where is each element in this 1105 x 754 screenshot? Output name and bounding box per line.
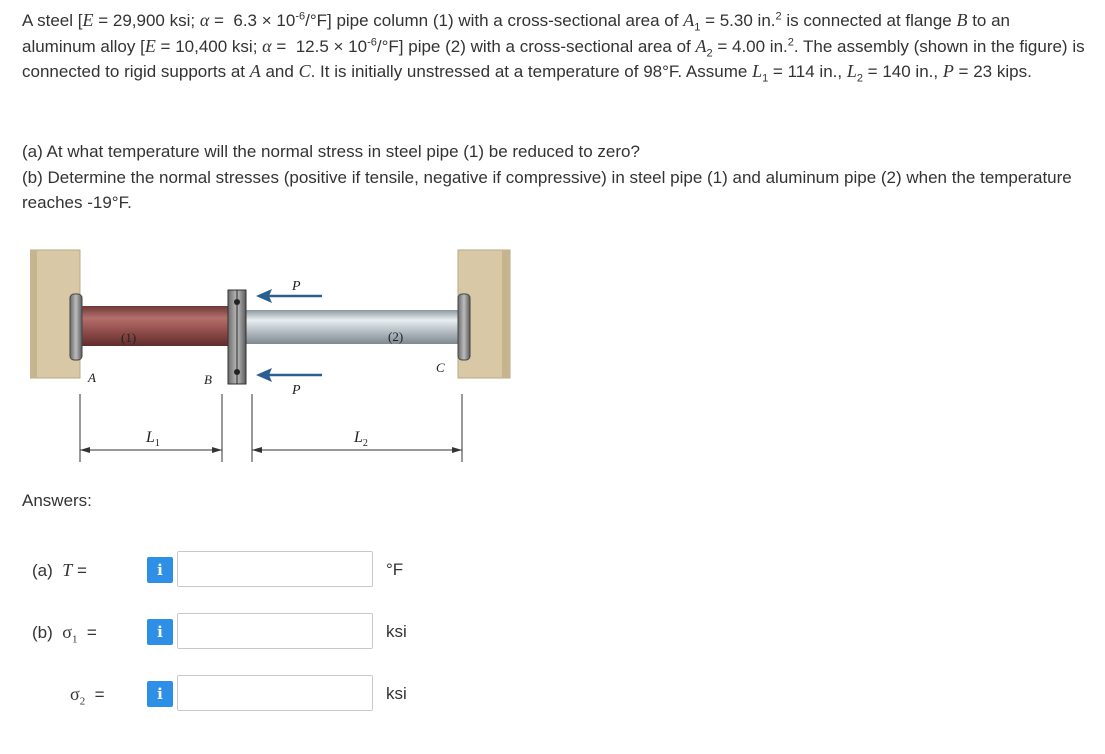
label-c: C — [436, 360, 445, 375]
aluminum-pipe-2 — [245, 310, 461, 344]
temperature-label: (a) T = — [32, 560, 87, 580]
dim-label-l1: $L_1$ — [146, 429, 160, 449]
answer-row-temperature — [0, 550, 500, 590]
label-p-top: P — [292, 279, 301, 294]
info-icon[interactable]: i — [147, 681, 173, 707]
label-pipe-2: (2) — [388, 329, 404, 344]
label-pipe-1: (1) — [121, 330, 137, 345]
sigma1-label: (b) $\sigma_1$ = — [32, 622, 97, 646]
problem-statement: A steel [E = 29,900 ksi; $\alpha = 6.3 \times 10^{-6}/^\circ F$] pipe column (1) with a cross-sectional area of $A_1 = 5.30$ in.$^2$ is connected at flange B to an aluminum alloy [E = 10,400 ksi; $\alpha = 12.5 \times 10^{-6}/^\circ F$] pipe (2) with a cross-sectional area of $A_2 = 4.00$ in.$^2$. The assembly (shown in the figure) is connected to rigid supports at A and C. It is initially unstressed at a temperature of 98°F. Assume $L_1 = 114$ in., $L_2 = 140$ in., P = 23 kips. — [22, 10, 1085, 85]
info-icon[interactable]: i — [147, 557, 173, 583]
info-icon[interactable]: i — [147, 619, 173, 645]
pipe-assembly-figure — [30, 244, 515, 466]
problem-questions: (a) At what temperature will the normal stress in steel pipe (1) be reduced to zero? (b) Determine the normal stresses (positive if tensile, negative if compressive) in steel pipe (1) and aluminum pipe (2) when the temperature reaches -19°F. — [22, 142, 1072, 212]
load-arrow-bottom — [256, 368, 322, 382]
dim-label-l2: $L_2$ — [354, 429, 368, 449]
label-p-bottom: P — [292, 383, 301, 398]
sigma2-input[interactable] — [177, 675, 373, 711]
sigma1-input[interactable] — [177, 613, 373, 649]
answers-label: Answers: — [22, 491, 92, 510]
dimension-lines — [80, 394, 462, 462]
temperature-unit: °F — [386, 560, 404, 579]
answer-row-sigma2 — [0, 674, 500, 714]
sigma2-unit: ksi — [386, 684, 407, 703]
answer-row-sigma1 — [0, 612, 500, 652]
label-b: B — [204, 372, 212, 387]
label-a: A — [88, 370, 96, 385]
flange-c — [458, 294, 470, 360]
temperature-input[interactable] — [177, 551, 373, 587]
flange-a — [70, 294, 82, 360]
steel-pipe-1 — [80, 306, 230, 346]
sigma2-label: $\sigma_2$ = — [70, 684, 105, 708]
load-arrow-top — [256, 289, 322, 303]
sigma1-unit: ksi — [386, 622, 407, 641]
